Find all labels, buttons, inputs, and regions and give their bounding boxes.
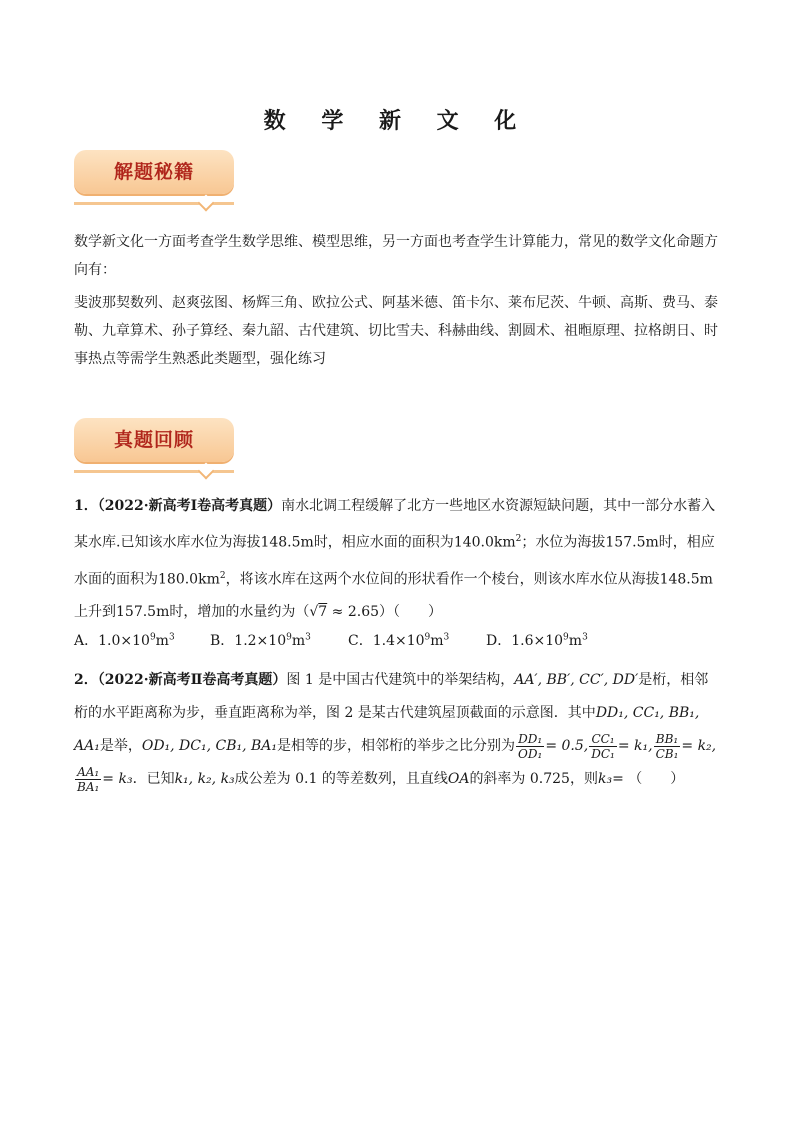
question-1 (74, 490, 722, 629)
elevation-value: 148.5m (659, 571, 713, 588)
option-unit-exponent: 3 (443, 632, 450, 643)
k3-symbol: k₃ (597, 771, 613, 787)
question-text: 时，增加的水量约为（ (169, 604, 310, 621)
option-a[interactable] (74, 630, 175, 650)
area-exponent: 2 (219, 570, 226, 581)
rise-list: DD₁, CC₁, BB₁, AA₁ (74, 705, 700, 754)
elevation-value: 157.5m (605, 534, 659, 551)
run-list: OD₁, DC₁, CB₁, BA₁ (141, 738, 278, 754)
option-unit-exponent: 3 (582, 632, 588, 643)
question-source: （2022·新高考Ⅱ卷高考真题） (97, 672, 287, 688)
banner-label: 解题秘籍 (113, 161, 194, 183)
page-title: 数 学 新 文 化 (263, 108, 531, 134)
option-d[interactable] (486, 630, 588, 650)
question-text: 时，相应水面的面积为 (74, 534, 715, 588)
fraction-3 (654, 732, 681, 761)
section-banner-tips (74, 150, 234, 194)
question-number: 2． (74, 672, 98, 688)
fraction-numerator: BB₁ (654, 732, 681, 747)
intro-paragraph: 数学新文化一方面考查学生数学思维、模型思维，另一方面也考查学生计算能力，常见的数学文化命题方向有： (74, 234, 718, 278)
fraction-1 (516, 732, 544, 761)
section-banner-review (74, 418, 234, 462)
question-text: 南水北调工程缓解了北方一些地区水资源短缺问题，其中一部分水蓄入某水库.已知该水库水位为海拔 (74, 498, 716, 551)
question-text: 成公差为 0.1 的等差数列，且直线 (234, 771, 448, 787)
ratio-value: = k₁, (617, 738, 653, 754)
question-text: 时，相应水面的面积为 (313, 534, 454, 551)
option-unit-exponent: 3 (168, 632, 175, 643)
question-text: ）（ ） (379, 604, 443, 621)
banner-label: 真题回顾 (113, 429, 194, 451)
option-letter: C． (348, 633, 373, 649)
option-exponent: 9 (424, 632, 431, 643)
option-unit: m (155, 633, 169, 649)
banner-pointer (198, 463, 215, 480)
question-text: ；水位为海拔 (521, 534, 606, 551)
option-letter: D． (486, 633, 512, 649)
hint-value: ≈ 2.65 (331, 604, 380, 621)
sqrt-symbol: √7 (309, 604, 328, 621)
option-unit: m (430, 633, 444, 649)
elevation-value: 157.5m (116, 604, 170, 621)
option-value: 1.2×10 (234, 633, 287, 649)
option-unit: m (291, 633, 306, 649)
option-value: 1.0×10 (98, 633, 150, 649)
option-unit: m (568, 633, 583, 649)
question-text: 图 1 是中国古代建筑中的举架结构， (286, 672, 515, 688)
question-text: 是举， (99, 738, 142, 754)
fraction-denominator: DC₁ (591, 746, 615, 761)
option-letter: A． (74, 633, 99, 649)
fraction-numerator: DD₁ (516, 732, 544, 747)
option-value: 1.4×10 (372, 633, 425, 649)
area-value: 140.0km (453, 534, 516, 551)
question-text: 的斜率为 0.725，则 (469, 771, 598, 787)
question-text: 上升到 (74, 604, 116, 621)
question-number: 1． (74, 498, 98, 514)
beam-list: AA′, BB′, CC′, DD′ (514, 672, 639, 688)
fraction-4 (75, 765, 101, 794)
ratio-value: = k₂, (681, 738, 717, 754)
elevation-value: 148.5m (260, 534, 314, 551)
option-exponent: 9 (563, 632, 569, 643)
option-value: 1.6×10 (511, 633, 564, 649)
fraction-denominator: BA₁ (77, 779, 100, 794)
fraction-2 (589, 732, 617, 761)
k-list: k₁, k₂, k₃ (174, 771, 235, 787)
ratio-value: = k₃ (102, 771, 133, 787)
fraction-denominator: OD₁ (518, 746, 543, 761)
area-value: 180.0km (158, 571, 220, 588)
area-exponent: 2 (515, 534, 522, 544)
option-exponent: 9 (149, 632, 156, 643)
fraction-denominator: CB₁ (655, 746, 679, 761)
option-exponent: 9 (286, 632, 292, 643)
option-c[interactable] (348, 630, 449, 650)
topics-paragraph: 斐波那契数列、赵爽弦图、杨辉三角、欧拉公式、阿基米德、笛卡尔、莱布尼茨、牛顿、高斯、费马、泰勒、九章算术、孙子算经、秦九韶、古代建筑、切比雪夫、科赫曲线、割圆术、祖暅原理、拉格朗日、时事热点等需学生熟悉此类题型，强化练习 (74, 295, 718, 367)
banner-pointer (198, 195, 215, 212)
question-text: 是相等的步，相邻桁的举步之比分别为 (277, 738, 516, 754)
question-2 (74, 664, 722, 796)
question-text: ．已知 (132, 771, 175, 787)
question-text: = （ ） (612, 771, 685, 787)
question-source: （2022·新高考Ⅰ卷高考真题） (97, 498, 282, 514)
option-unit-exponent: 3 (305, 632, 311, 643)
q1-options (74, 630, 722, 658)
question-text: ，将该水库在这两个水位间的形状看作一个棱台，则该水库水位从海拔 (225, 571, 660, 588)
option-letter: B． (210, 633, 235, 649)
fraction-numerator: AA₁ (75, 765, 101, 780)
ratio-value: = 0.5, (545, 738, 589, 754)
question-text: 是桁，相邻桁的水平距离称为步，垂直距离称为举，图 2 是某古代建筑屋顶截面的示意图．其中 (74, 672, 709, 721)
option-b[interactable] (210, 630, 311, 650)
fraction-numerator: CC₁ (589, 732, 617, 747)
line-name: OA (447, 771, 470, 787)
